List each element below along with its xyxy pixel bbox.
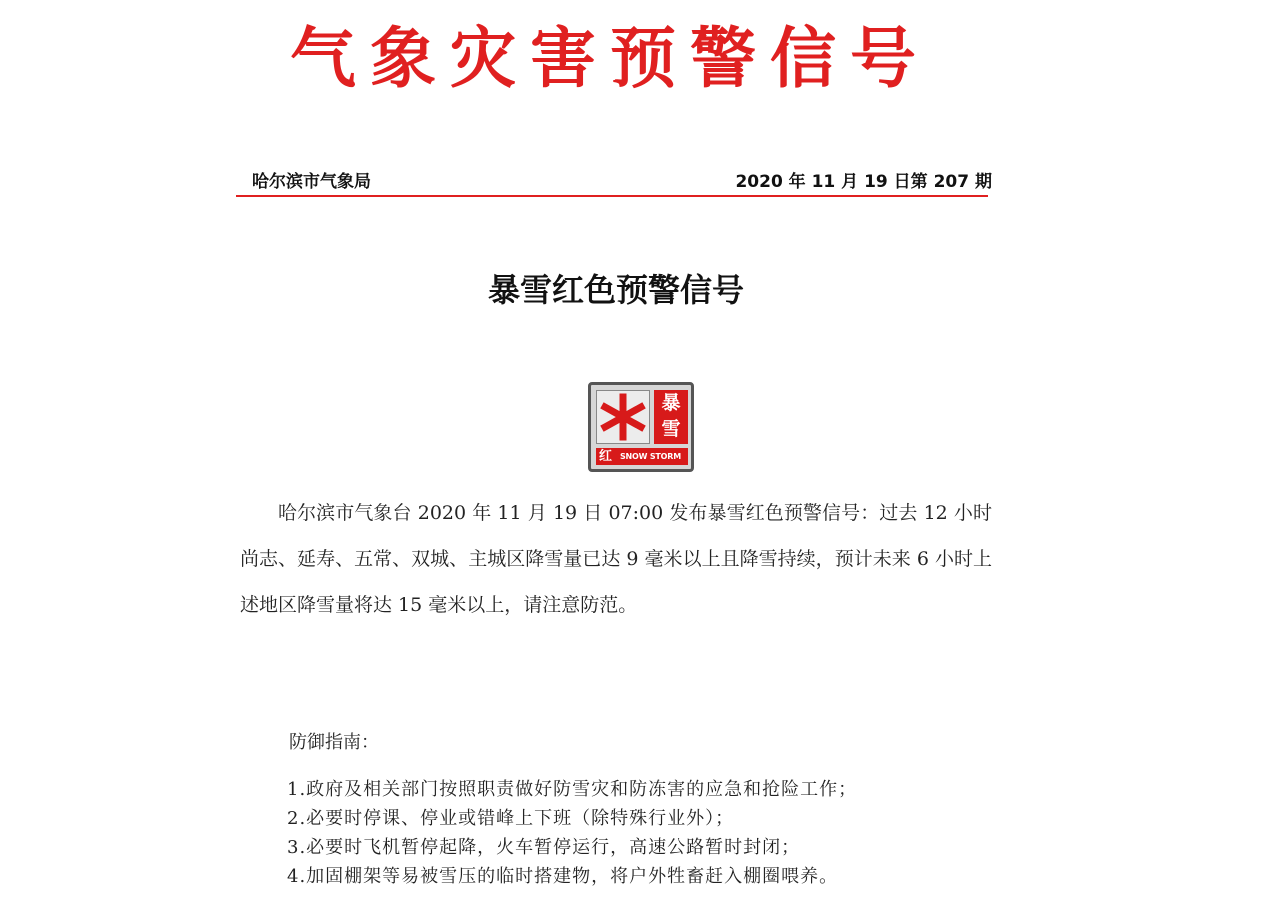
signal-label-bar <box>596 448 688 465</box>
issue-info-row <box>238 168 992 196</box>
masthead-title: 气象灾害预警信号 <box>290 19 930 97</box>
guide-item: 3.必要时飞机暂停起降，火车暂停运行，高速公路暂时封闭； <box>287 837 801 858</box>
red-divider <box>236 195 988 197</box>
snowflake-icon <box>596 390 650 444</box>
signal-level: 红 <box>599 449 613 464</box>
signal-english-label: SNOW STORM <box>620 452 682 461</box>
issuer-name: 哈尔滨市气象局 <box>252 172 371 192</box>
guide-heading: 防御指南： <box>289 732 379 753</box>
snowstorm-red-warning-icon <box>588 382 694 472</box>
warning-body-text: 哈尔滨市气象台 2020 年 11 月 19 日 07:00 发布暴雪红色预警信号：过去 12 小时尚志、延寿、五常、双城、主城区降雪量已达 9 毫米以上且降雪持续，预计未来 6 小时上述地区降雪量将达 15 毫米以上，请注意防范。 <box>240 502 992 616</box>
guide-item: 4.加固棚架等易被雪压的临时搭建物，将户外牲畜赶入棚圈喂养。 <box>287 866 839 887</box>
guide-item: 2.必要时停课、停业或错峰上下班（除特殊行业外）； <box>287 808 735 829</box>
guide-list <box>287 775 857 891</box>
guide-item: 1.政府及相关部门按照职责做好防雪灾和防冻害的应急和抢险工作； <box>287 779 858 800</box>
signal-char: 暴 <box>661 392 681 414</box>
signal-char: 雪 <box>661 418 681 440</box>
issue-date: 2020 年 11 月 19 日第 207 期 <box>735 172 992 192</box>
signal-chars <box>654 390 688 444</box>
notice-title: 暴雪红色预警信号 <box>487 271 744 309</box>
